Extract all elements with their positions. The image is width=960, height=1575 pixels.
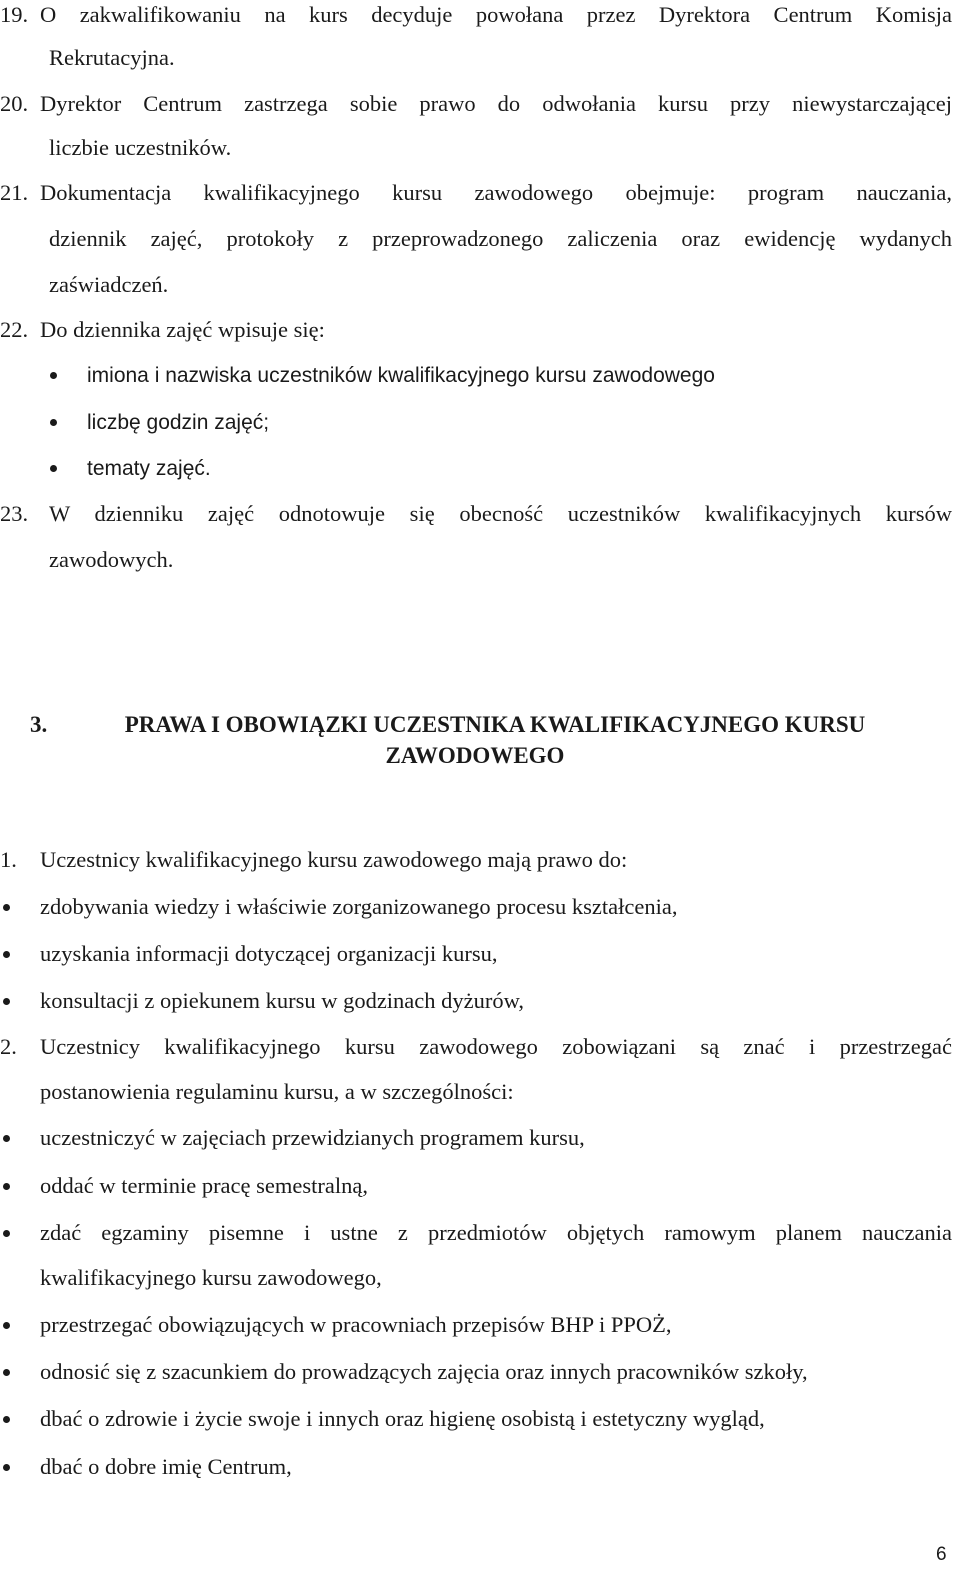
section-title-line-2: ZAWODOWEGO	[385, 743, 565, 768]
item-number: 19.	[0, 2, 29, 27]
section-title: PRAWA I OBOWIĄZKI UCZESTNIKA KWALIFIKACYJNEGO KURSU	[124, 712, 866, 737]
item-number: 23.	[0, 501, 29, 526]
item-19-line-2: Rekrutacyjna.	[49, 45, 175, 70]
bullet-item: uzyskania informacji dotyczącej organizacji kursu,	[40, 941, 498, 966]
bullet-icon	[50, 372, 57, 379]
bullet-icon	[3, 1464, 10, 1471]
point-1-text: Uczestnicy kwalifikacyjnego kursu zawodowego mają prawo do:	[40, 847, 628, 872]
item-23-line-1: W dzienniku zajęć odnotowuje się obecność uczestników kwalifikacyjnych kursów	[49, 501, 952, 526]
item-20-line-2: liczbie uczestników.	[49, 135, 232, 160]
bullet-item: odnosić się z szacunkiem do prowadzących zajęcia oraz innych pracowników szkoły,	[40, 1359, 808, 1384]
bullet-item: tematy zajęć.	[87, 457, 211, 480]
item-number: 2.	[0, 1034, 17, 1059]
bullet-icon	[3, 1322, 10, 1329]
section-number: 3.	[30, 712, 48, 737]
bullet-item: konsultacji z opiekunem kursu w godzinach dyżurów,	[40, 988, 525, 1013]
item-20-line-1: Dyrektor Centrum zastrzega sobie prawo do odwołania kursu przy niewystarczającej	[40, 91, 952, 116]
bullet-icon	[3, 1183, 10, 1190]
bullet-icon	[3, 1416, 10, 1423]
bullet-item: imiona i nazwiska uczestników kwalifikacyjnego kursu zawodowego	[87, 364, 715, 387]
bullet-icon	[3, 1135, 10, 1142]
bullet-icon	[3, 1369, 10, 1376]
item-23-line-2: zawodowych.	[49, 547, 174, 572]
item-21-line-1: Dokumentacja kwalifikacyjnego kursu zawodowego obejmuje: program nauczania,	[40, 180, 952, 205]
bullet-icon	[50, 419, 57, 426]
bullet-icon	[50, 465, 57, 472]
bullet-item: uczestniczyć w zajęciach przewidzianych programem kursu,	[40, 1125, 585, 1150]
item-number: 1.	[0, 847, 17, 872]
item-19-line-1: O zakwalifikowaniu na kurs decyduje powołana przez Dyrektora Centrum Komisja	[40, 2, 952, 27]
bullet-item: dbać o dobre imię Centrum,	[40, 1454, 292, 1479]
bullet-icon	[3, 951, 10, 958]
bullet-item: zdać egzaminy pisemne i ustne z przedmiotów objętych ramowym planem nauczania	[40, 1220, 952, 1245]
bullet-item-continuation: kwalifikacyjnego kursu zawodowego,	[40, 1265, 382, 1290]
page-number: 6	[936, 1544, 947, 1565]
bullet-icon	[3, 998, 10, 1005]
bullet-item: oddać w terminie pracę semestralną,	[40, 1173, 368, 1198]
bullet-item: przestrzegać obowiązujących w pracowniach przepisów BHP i PPOŻ,	[40, 1312, 672, 1337]
item-number: 21.	[0, 180, 29, 205]
item-21-line-2: dziennik zajęć, protokoły z przeprowadzonego zaliczenia oraz ewidencję wydanych	[49, 226, 952, 251]
point-2-line-1: Uczestnicy kwalifikacyjnego kursu zawodowego zobowiązani są znać i przestrzegać	[40, 1034, 952, 1059]
item-21-line-3: zaświadczeń.	[49, 272, 169, 297]
bullet-item: zdobywania wiedzy i właściwie zorganizowanego procesu kształcenia,	[40, 894, 678, 919]
point-2-line-2: postanowienia regulaminu kursu, a w szczególności:	[40, 1079, 514, 1104]
bullet-item: liczbę godzin zajęć;	[87, 411, 270, 434]
item-number: 22.	[0, 317, 29, 342]
item-number: 20.	[0, 91, 29, 116]
bullet-icon	[3, 1230, 10, 1237]
bullet-icon	[3, 904, 10, 911]
bullet-item: dbać o zdrowie i życie swoje i innych oraz higienę osobistą i estetyczny wygląd,	[40, 1406, 765, 1431]
item-22-line-1: Do dziennika zajęć wpisuje się:	[40, 317, 325, 342]
